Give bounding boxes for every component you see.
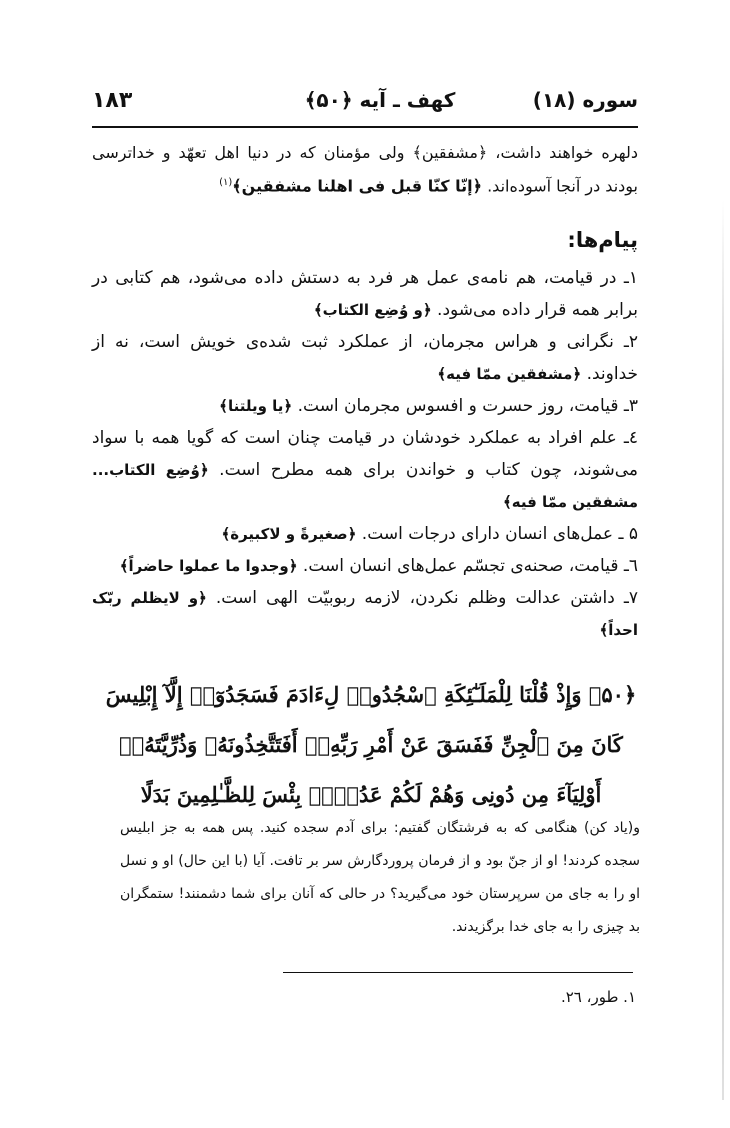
- message-item-3: [92, 390, 638, 422]
- messages-heading: پیام‌ها:: [567, 228, 638, 252]
- message-quote: ﴿وجدوا ما عملوا حاضراً﴾: [119, 557, 298, 575]
- message-quote: ﴿و وُضِع الکتاب﴾: [313, 301, 432, 319]
- message-quote: ﴿و لایظلم ربّک احداً﴾: [92, 589, 638, 639]
- footnote-divider: [283, 972, 633, 973]
- message-text: ٦ـ قیامت، صحنه‌ی تجسّم عمل‌های انسان است.: [297, 556, 638, 576]
- message-item-2: [92, 326, 638, 390]
- page-number: ۱۸۳: [92, 88, 133, 113]
- message-text: ۱ـ در قیامت، هم نامه‌ی عمل هر فرد به دستش داده می‌شود، هم کتابی در برابر همه قرار داده می‌شود.: [92, 268, 638, 320]
- surah-label: سوره (۱۸): [532, 88, 638, 112]
- message-text: ۲ـ نگرانی و هراس مجرمان، از عملکرد ثبت شده‌ی خویش است، نه از خداوند.: [92, 332, 638, 384]
- footnote: ۱. طور، ٢٦.: [560, 988, 636, 1006]
- message-quote: ﴿مشفقین ممّا فیه﴾: [437, 365, 582, 383]
- message-item-1: [92, 262, 638, 326]
- intro-text: دلهره خواهند داشت، ﴿مشفقین﴾ ولی مؤمنان که در دنیا اهل تعهّد و خداترسی بودند در آنجا آسوده‌اند.: [92, 143, 638, 196]
- header-divider: [92, 126, 638, 128]
- quran-verse: ﴿۵۰﴾ وَإِذْ قُلْنَا لِلْمَلَـٰٓئِكَةِ ٱسْجُدُوا۟ لِءَادَمَ فَسَجَدُوٓا۟ إِلَّآ إِبْلِيسَ كَانَ مِنَ ٱلْجِنِّ فَفَسَقَ عَنْ أَمْرِ رَبِّهِۦٓ أَفَتَتَّخِذُونَهُۥ وَذُرِّيَّتَهُۥٓ أَوْلِيَآءَ مِن دُونِى وَهُمْ لَكُمْ عَدُوٌّۢ بِئْسَ لِلظَّـٰلِمِينَ بَدَلًا: [105, 682, 637, 807]
- message-quote: ﴿صغیرةً و لاکبیرة﴾: [221, 525, 357, 543]
- intro-paragraph: [92, 138, 638, 201]
- page-edge-shadow: [722, 200, 724, 1100]
- message-text: ۵ ـ عمل‌های انسان دارای درجات است.: [356, 524, 638, 544]
- message-text: ۳ـ قیامت، روز حسرت و افسوس مجرمان است.: [292, 396, 638, 416]
- message-item-5: [92, 518, 638, 550]
- message-quote: ﴿یا ویلتنا﴾: [219, 397, 293, 415]
- message-text: ۷ـ داشتن عدالت وظلم نکردن، لازمه ربوبیّت الهی است.: [206, 588, 638, 608]
- intro-quote: ﴿إنّا کنّا قبل فی اهلنا مشفقین﴾: [232, 176, 482, 196]
- message-item-4: [92, 422, 638, 518]
- messages-list: [92, 262, 638, 646]
- verse-translation: و(یاد کن) هنگامی که به فرشتگان گفتیم: برای آدم سجده کنید. پس همه به جز ابلیس سجده کردند! او از جنّ بود و از فرمان پروردگارش سر بر تافت. آیا (با این حال) او و نسل او را به جای من سرپرستان خود می‌گیرید؟ در حالی که آنان برای شما دشمنند! ستمگران بد چیزی را به جای خدا برگزیدند.: [120, 820, 640, 935]
- message-item-7: [92, 582, 638, 646]
- page-header: [92, 88, 638, 122]
- surah-verse-title: کهف ـ آیه ﴿۵۰﴾: [304, 88, 456, 112]
- message-item-6: [92, 550, 638, 582]
- message-text: ٤ـ علم افراد به عملکرد خودشان در قیامت چنان است که گویا همه با سواد می‌شوند، چون کتاب و خواندن برای همه مطرح است.: [92, 428, 639, 480]
- message-quote: ﴿وُضِع الکتاب... مشفقین ممّا فیه﴾: [92, 461, 638, 511]
- footnote-ref: (۱): [219, 177, 233, 188]
